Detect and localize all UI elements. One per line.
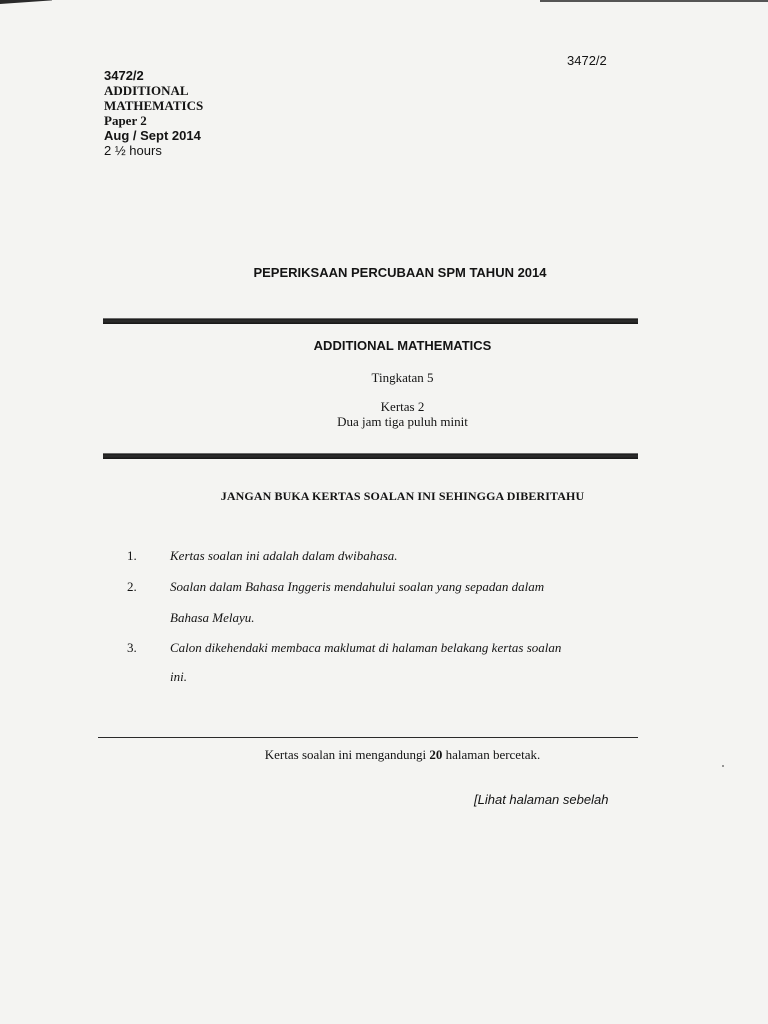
scan-speck <box>722 765 724 767</box>
form-level: Tingkatan 5 <box>371 370 434 385</box>
paper-code-top-right: 3472/2 <box>567 53 607 68</box>
instruction-number: 2. <box>127 579 137 594</box>
header-session: Aug / Sept 2014 <box>104 128 201 143</box>
page-count-prefix: Kertas soalan ini mengandungi <box>264 747 427 762</box>
subject-title: ADDITIONAL MATHEMATICS <box>313 338 492 353</box>
instruction-text-continued: Bahasa Melayu. <box>170 610 255 625</box>
instruction-text-continued: ini. <box>170 669 187 684</box>
header-paper: Paper 2 <box>104 113 147 128</box>
page-count-suffix: halaman bercetak. <box>445 747 541 762</box>
scan-corner-mark <box>0 0 52 4</box>
paper-header-block <box>104 68 203 158</box>
footer-rule <box>98 737 638 738</box>
header-subject-line2: MATHEMATICS <box>104 98 204 113</box>
top-divider-bar <box>103 318 638 324</box>
instruction-text: Kertas soalan ini adalah dalam dwibahasa. <box>170 548 398 563</box>
instruction-number: 1. <box>127 548 137 563</box>
duration-text: Dua jam tiga puluh minit <box>337 414 468 429</box>
see-next-page: [Lihat halaman sebelah <box>474 792 609 807</box>
header-duration: 2 ½ hours <box>104 143 162 158</box>
instruction-text: Soalan dalam Bahasa Inggeris mendahului soalan yang sepadan dalam <box>170 579 545 594</box>
header-subject-line1: ADDITIONAL <box>104 83 189 98</box>
do-not-open-warning: JANGAN BUKA KERTAS SOALAN INI SEHINGGA DIBERITAHU <box>220 489 585 503</box>
page-count-number: 20 <box>429 747 443 762</box>
instruction-text: Calon dikehendaki membaca maklumat di halaman belakang kertas soalan <box>170 640 562 655</box>
instruction-number: 3. <box>127 640 137 655</box>
exam-title: PEPERIKSAAN PERCUBAAN SPM TAHUN 2014 <box>253 265 547 280</box>
header-code: 3472/2 <box>104 68 144 83</box>
paper-label: Kertas 2 <box>380 399 425 414</box>
scan-top-edge <box>540 0 768 2</box>
page-count-statement <box>0 747 768 763</box>
bottom-divider-bar <box>103 453 638 459</box>
